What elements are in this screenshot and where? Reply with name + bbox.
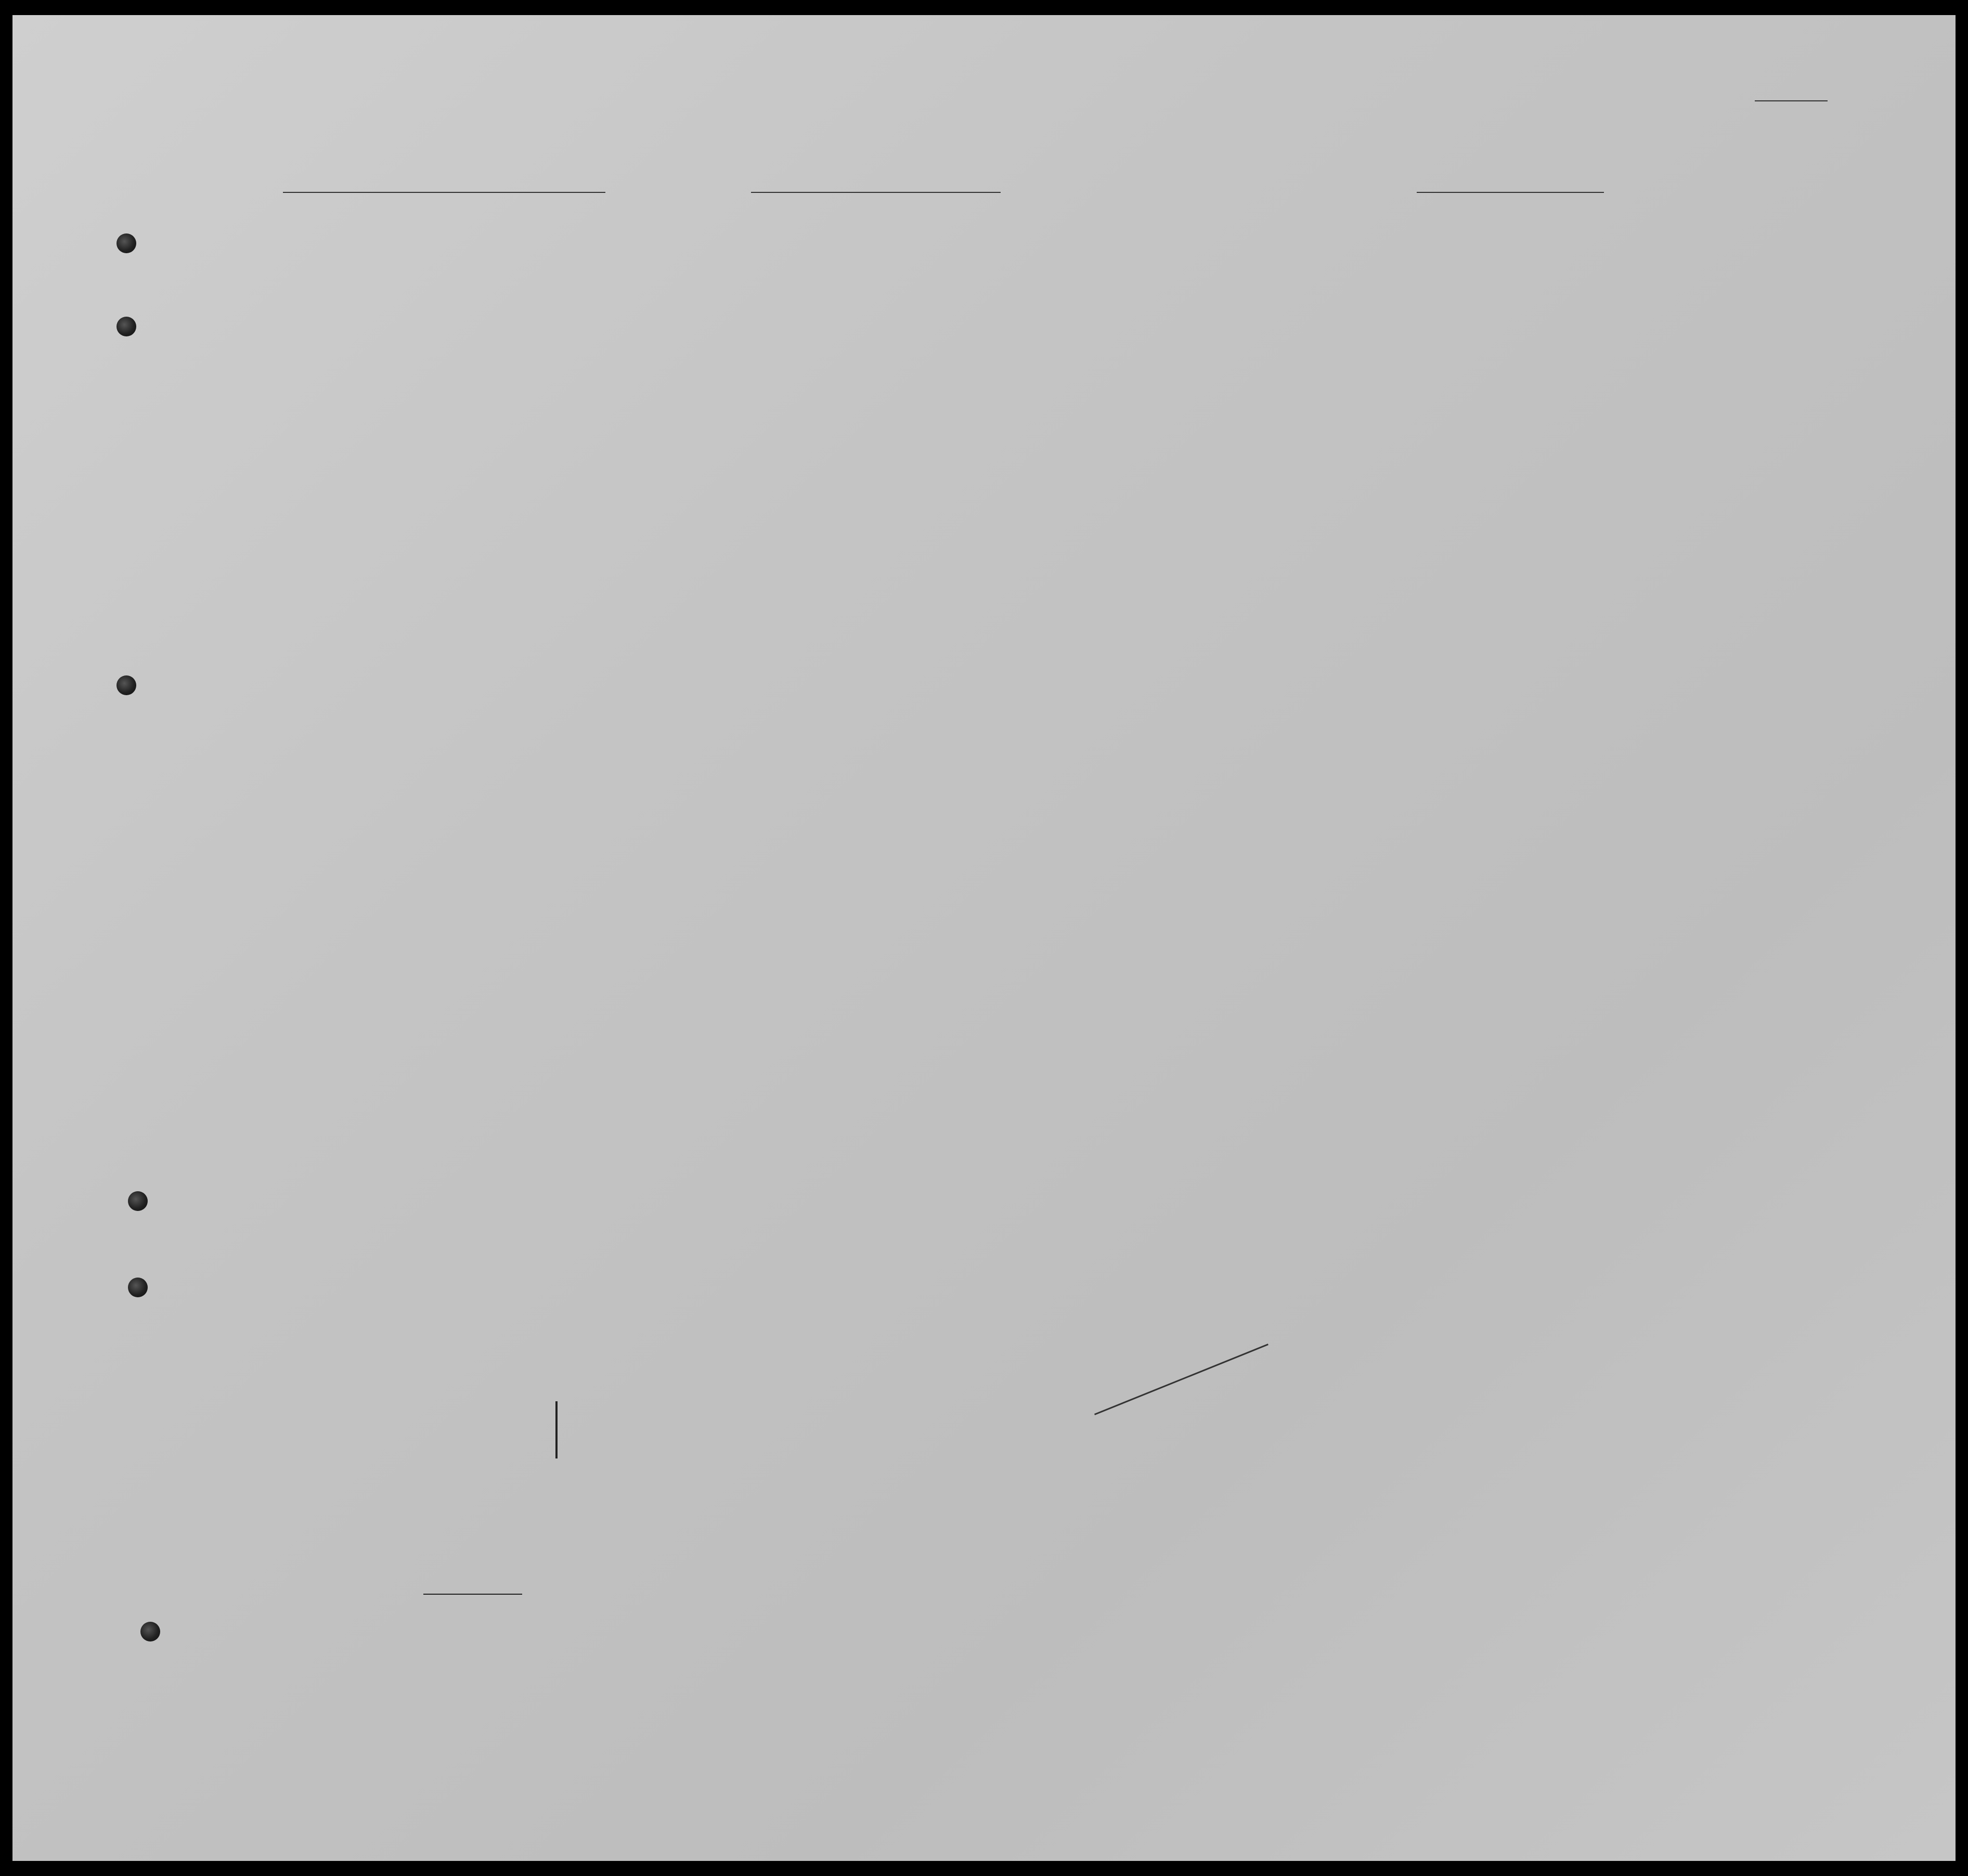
pencil-mark <box>555 1401 558 1458</box>
table-grid <box>12 15 1956 1861</box>
rule <box>423 1594 522 1595</box>
manifest-sheet <box>12 15 1956 1861</box>
